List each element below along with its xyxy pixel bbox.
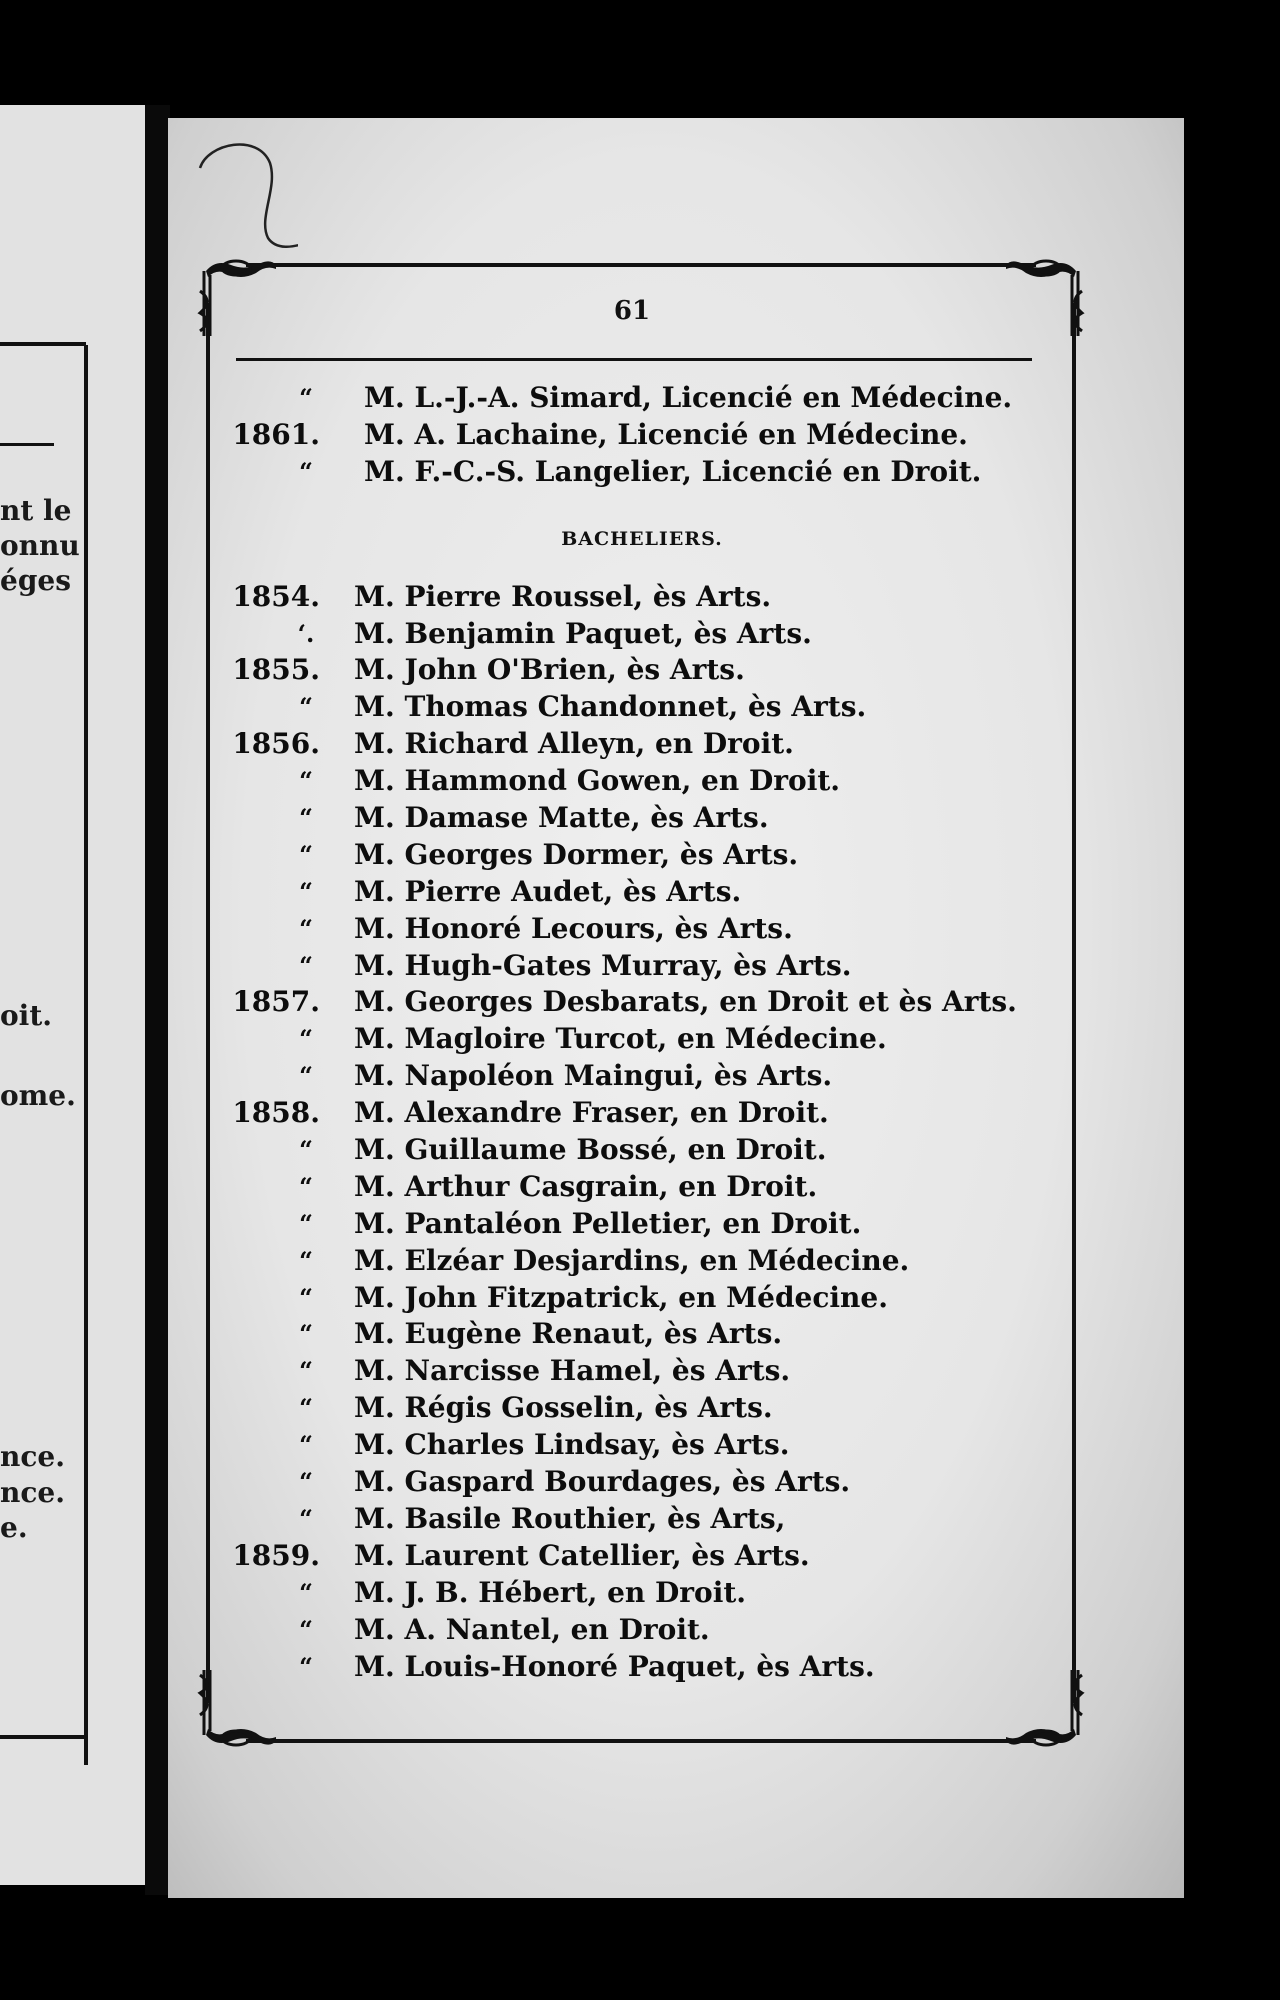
left-fragment-text: nce. xyxy=(0,1440,65,1473)
list-item xyxy=(168,1021,1184,1058)
entry-text: M. A. Nantel, en Droit. xyxy=(354,1612,710,1646)
ditto-mark: “ xyxy=(299,1467,313,1497)
ditto-mark: “ xyxy=(299,1503,313,1533)
entry-text: M. Hugh-Gates Murray, ès Arts. xyxy=(354,948,852,982)
entry-year: 1857. xyxy=(232,985,320,1019)
left-fragment-text: nt le xyxy=(0,494,72,527)
entry-text: M. Basile Routhier, ès Arts, xyxy=(354,1501,786,1535)
main-page xyxy=(168,118,1184,1898)
list-item xyxy=(168,454,1184,491)
ditto-mark: “ xyxy=(299,913,313,943)
entry-year: 1854. xyxy=(232,579,320,613)
entry-text: M. Eugène Renaut, ès Arts. xyxy=(354,1317,783,1351)
list-item xyxy=(168,1316,1184,1353)
entry-text: M. Pantaléon Pelletier, en Droit. xyxy=(354,1206,862,1240)
ditto-mark: “ xyxy=(299,1393,313,1423)
ditto-mark: “ xyxy=(299,839,313,869)
ditto-mark: “ xyxy=(299,456,313,486)
left-frame-top xyxy=(0,342,86,346)
entry-text: M. Arthur Casgrain, en Droit. xyxy=(354,1169,818,1203)
left-fragment-text: ome. xyxy=(0,1079,76,1112)
list-item xyxy=(168,380,1184,417)
entry-text: M. F.-C.-S. Langelier, Licencié en Droit. xyxy=(364,454,982,488)
section-heading: BACHELIERS. xyxy=(561,527,723,550)
entry-text: M. Hammond Gowen, en Droit. xyxy=(354,764,841,798)
ditto-mark: “ xyxy=(299,1061,313,1091)
list-item xyxy=(168,1464,1184,1501)
ditto-mark: “ xyxy=(299,1319,313,1349)
left-header-rule xyxy=(0,443,54,446)
entry-text: M. Napoléon Maingui, ès Arts. xyxy=(354,1059,833,1093)
left-fragment-text: onnu xyxy=(0,529,80,562)
left-fragment-text: nce. xyxy=(0,1476,65,1509)
list-item xyxy=(168,763,1184,800)
book-gutter xyxy=(145,105,170,1895)
list-item xyxy=(168,1390,1184,1427)
ditto-mark: ‘. xyxy=(297,618,315,648)
ditto-mark: “ xyxy=(299,1245,313,1275)
entry-text: M. Elzéar Desjardins, en Médecine. xyxy=(354,1243,910,1277)
entry-text: M. Charles Lindsay, ès Arts. xyxy=(354,1428,790,1462)
ink-mark-icon xyxy=(198,138,298,258)
entry-text: M. John Fitzpatrick, en Médecine. xyxy=(354,1280,888,1314)
list-item xyxy=(168,1095,1184,1132)
list-item xyxy=(168,1612,1184,1649)
entry-year: 1856. xyxy=(232,727,320,761)
header-rule xyxy=(236,358,1032,361)
list-item xyxy=(168,1538,1184,1575)
entry-text: M. J. B. Hébert, en Droit. xyxy=(354,1575,747,1609)
list-item xyxy=(168,984,1184,1021)
left-fragment-text: e. xyxy=(0,1511,28,1544)
list-item xyxy=(168,1243,1184,1280)
entry-year: 1861. xyxy=(232,417,320,451)
frame-bottom-edge xyxy=(246,1739,1036,1743)
list-item xyxy=(168,1353,1184,1390)
spacer xyxy=(168,491,1184,521)
entry-text: M. Honoré Lecours, ès Arts. xyxy=(354,911,793,945)
spacer xyxy=(168,557,1184,579)
left-frame-bottom xyxy=(0,1735,86,1739)
entry-text: M. Georges Desbarats, en Droit et ès Arts. xyxy=(354,985,1017,1019)
list-item xyxy=(168,1280,1184,1317)
ditto-mark: “ xyxy=(299,383,313,412)
list-item xyxy=(168,1206,1184,1243)
list-item xyxy=(168,1575,1184,1612)
entry-text: M. Alexandre Fraser, en Droit. xyxy=(354,1096,829,1130)
ditto-mark: “ xyxy=(299,803,313,833)
frame-top-edge xyxy=(246,263,1036,267)
entry-text: M. Magloire Turcot, en Médecine. xyxy=(354,1022,887,1056)
entry-text: M. Louis-Honoré Paquet, ès Arts. xyxy=(354,1649,875,1683)
ditto-mark: “ xyxy=(299,1282,313,1312)
entry-text: M. Benjamin Paquet, ès Arts. xyxy=(354,616,812,650)
entry-text: M. Richard Alleyn, en Droit. xyxy=(354,727,794,761)
ditto-mark: “ xyxy=(299,950,313,980)
list-item xyxy=(168,689,1184,726)
entry-text: M. Guillaume Bossé, en Droit. xyxy=(354,1133,827,1167)
left-frame-right xyxy=(84,345,88,1765)
ditto-mark: “ xyxy=(299,1208,313,1238)
list-item xyxy=(168,616,1184,653)
entry-text: M. Laurent Catellier, ès Arts. xyxy=(354,1538,810,1572)
entry-text: M. John O'Brien, ès Arts. xyxy=(354,653,745,687)
entry-text: M. Pierre Audet, ès Arts. xyxy=(354,874,742,908)
ditto-mark: “ xyxy=(299,1356,313,1386)
left-fragment-text: oit. xyxy=(0,999,52,1032)
entry-text: M. Thomas Chandonnet, ès Arts. xyxy=(354,690,867,724)
list-item xyxy=(168,1169,1184,1206)
left-fragment-text: éges xyxy=(0,564,71,597)
list-item xyxy=(168,1058,1184,1095)
entries-list xyxy=(168,380,1184,1685)
entry-text: M. Régis Gosselin, ès Arts. xyxy=(354,1391,773,1425)
entry-text: M. Narcisse Hamel, ès Arts. xyxy=(354,1354,791,1388)
ditto-mark: “ xyxy=(299,1171,313,1201)
list-item xyxy=(168,800,1184,837)
ditto-mark: “ xyxy=(299,766,313,796)
entry-text: M. A. Lachaine, Licencié en Médecine. xyxy=(364,417,968,451)
list-item xyxy=(168,911,1184,948)
left-page-fragment xyxy=(0,105,145,1885)
list-item xyxy=(168,1501,1184,1538)
ditto-mark: “ xyxy=(299,1651,313,1681)
list-item xyxy=(168,948,1184,985)
list-item xyxy=(168,652,1184,689)
list-item xyxy=(168,726,1184,763)
list-item xyxy=(168,1132,1184,1169)
list-item xyxy=(168,837,1184,874)
entry-year: 1859. xyxy=(232,1538,320,1572)
ditto-mark: “ xyxy=(299,1430,313,1460)
ditto-mark: “ xyxy=(299,692,313,722)
page-number: 61 xyxy=(613,296,651,326)
entry-text: M. Pierre Roussel, ès Arts. xyxy=(354,579,772,613)
entry-year: 1858. xyxy=(232,1096,320,1130)
list-item xyxy=(168,874,1184,911)
entry-text: M. Gaspard Bourdages, ès Arts. xyxy=(354,1465,851,1499)
ditto-mark: “ xyxy=(299,1135,313,1165)
ditto-mark: “ xyxy=(299,1024,313,1054)
entry-text: M. Damase Matte, ès Arts. xyxy=(354,801,769,835)
list-item xyxy=(168,579,1184,616)
ditto-mark: “ xyxy=(299,1577,313,1607)
entry-year: 1855. xyxy=(232,653,320,687)
ditto-mark: “ xyxy=(299,876,313,906)
list-item xyxy=(168,1649,1184,1686)
ditto-mark: “ xyxy=(299,1614,313,1644)
list-item xyxy=(168,417,1184,454)
entry-text: M. L.-J.-A. Simard, Licencié en Médecine. xyxy=(364,381,1013,414)
entry-text: M. Georges Dormer, ès Arts. xyxy=(354,837,799,871)
list-item xyxy=(168,1427,1184,1464)
